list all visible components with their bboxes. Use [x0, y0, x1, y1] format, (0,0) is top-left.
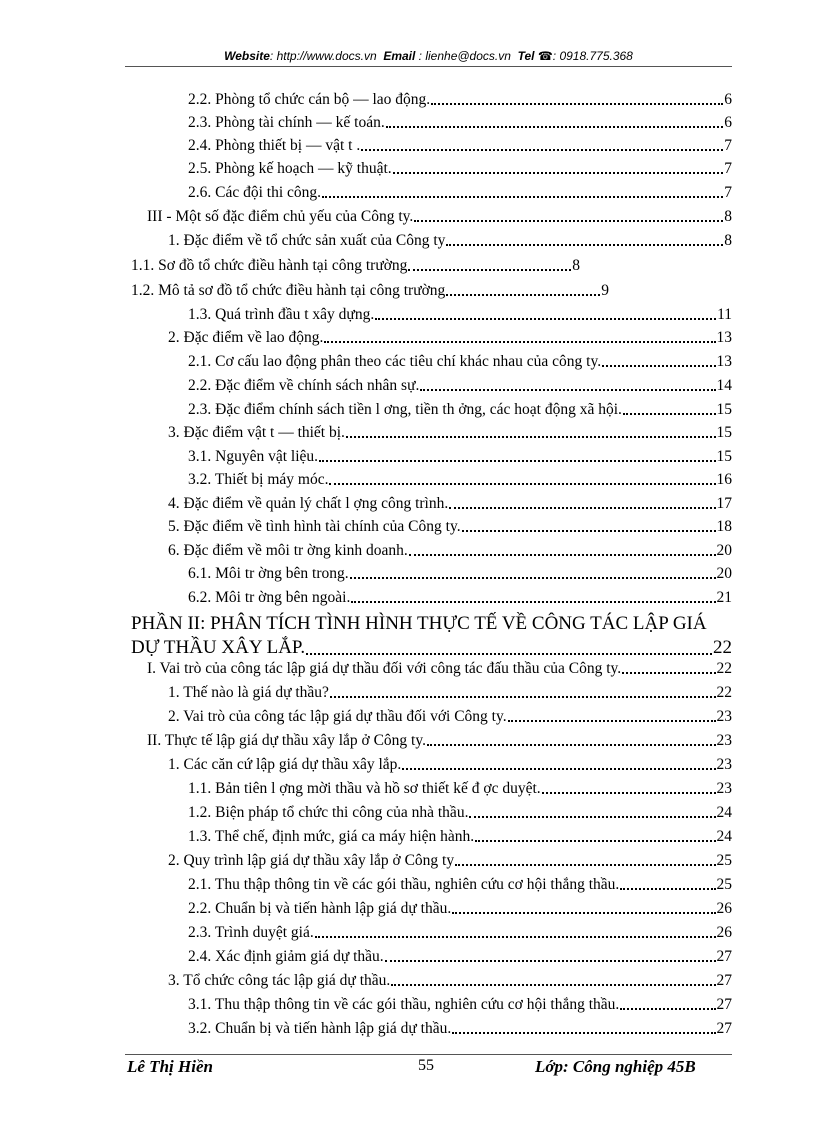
toc-entry[interactable]: 6.2. Môi tr ờng bên ngoài. 21	[188, 589, 732, 606]
toc-entry[interactable]: 2. Đặc điểm về lao động. 13	[168, 329, 732, 346]
toc-entry[interactable]: 6. Đặc điểm về môi tr ờng kinh doanh. 20	[168, 542, 732, 559]
toc-entry[interactable]: 1.1. Bản tiên l ợng mời thầu và hồ sơ thiết kế đ ợc duyệt. 23	[188, 780, 732, 797]
toc-entry[interactable]: 2. Vai trò của công tác lập giá dự thầu đối với Công ty. 23	[168, 708, 732, 725]
phone-icon: ☎	[537, 49, 553, 63]
website-value: : http://www.docs.vn	[269, 49, 377, 63]
header-rule	[125, 66, 732, 67]
footer-rule	[125, 1054, 732, 1055]
toc-entry[interactable]: 3.2. Chuẩn bị và tiến hành lập giá dự thầu. 27	[188, 1020, 732, 1037]
toc-entry[interactable]: III - Một số đặc điểm chủ yếu của Công ty. 8	[147, 208, 732, 225]
footer-page-number: 55	[418, 1057, 434, 1074]
toc-entry[interactable]: 3.1. Nguyên vật liệu. 15	[188, 448, 732, 465]
toc-entry[interactable]: 1.3. Quá trình đầu t xây dựng. 11	[188, 306, 732, 323]
toc-entry[interactable]: 1. Thế nào là giá dự thầu? 22	[168, 684, 732, 701]
toc-entry[interactable]: 2.1. Thu thập thông tin về các gói thầu, nghiên cứu cơ hội thắng thầu. 25	[188, 876, 732, 893]
toc-entry[interactable]: 2.4. Phòng thiết bị — vật t . 7	[188, 137, 732, 154]
toc-entry[interactable]: I. Vai trò của công tác lập giá dự thầu đối với công tác đấu thầu của Công ty. 22	[147, 660, 732, 677]
email-value: : lienhe@docs.vn	[418, 49, 511, 63]
toc-entry[interactable]: 1.3. Thể chế, định mức, giá ca máy hiện hành. 24	[188, 828, 732, 845]
toc-entry[interactable]: 2.1. Cơ cấu lao động phân theo các tiêu chí khác nhau của công ty. 13	[188, 353, 732, 370]
footer-author: Lê Thị Hiền	[127, 1057, 213, 1076]
toc-entry[interactable]: 2. Quy trình lập giá dự thầu xây lắp ở Công ty 25	[168, 852, 732, 869]
toc-entry[interactable]: 2.6. Các đội thi công. 7	[188, 184, 732, 201]
toc-entry[interactable]: DỰ THẦU XÂY LẮP. 22	[131, 637, 732, 658]
toc-entry[interactable]: 3.2. Thiết bị máy móc. 16	[188, 471, 732, 488]
toc-entry[interactable]: 2.4. Xác định giảm giá dự thầu. 27	[188, 948, 732, 965]
toc-entry[interactable]: II. Thực tế lập giá dự thầu xây lắp ở Công ty. 23	[147, 732, 732, 749]
toc-entry[interactable]: 5. Đặc điểm về tình hình tài chính của Công ty. 18	[168, 518, 732, 535]
toc-entry[interactable]: 3. Đặc điểm vật t — thiết bị. 15	[168, 424, 732, 441]
toc-entry[interactable]: 2.2. Đặc điểm về chính sách nhân sự. 14	[188, 377, 732, 394]
toc-entry[interactable]: 2.2. Phòng tổ chức cán bộ — lao động. 6	[188, 91, 732, 108]
page-header	[125, 49, 732, 63]
toc-part-heading[interactable]: PHẦN II: PHÂN TÍCH TÌNH HÌNH THỰC TẾ VỀ CÔNG TÁC LẬP GIÁ	[131, 613, 707, 634]
toc-entry[interactable]: 2.5. Phòng kế hoạch — kỹ thuật. 7	[188, 160, 732, 177]
toc-entry[interactable]: 2.3. Đặc điểm chính sách tiền l ơng, tiền th ởng, các hoạt động xã hội. 15	[188, 401, 732, 418]
footer-class: Lớp: Công nghiệp 45B	[535, 1057, 696, 1076]
email-label: Email	[383, 49, 416, 63]
tel-label: Tel	[517, 49, 535, 63]
toc-entry[interactable]: 1.1. Sơ đồ tổ chức điều hành tại công trường 8	[131, 257, 580, 274]
toc-entry[interactable]: 2.2. Chuẩn bị và tiến hành lập giá dự thầu. 26	[188, 900, 732, 917]
toc-entry[interactable]: 1. Đặc điểm về tổ chức sản xuất của Công ty 8	[168, 232, 732, 249]
toc-entry[interactable]: 1.2. Mô tả sơ đồ tổ chức điều hành tại công trường 9	[131, 282, 609, 299]
toc-entry[interactable]: 1. Các căn cứ lập giá dự thầu xây lắp. 23	[168, 756, 732, 773]
website-label: Website	[224, 49, 270, 63]
toc-entry[interactable]: 3. Tổ chức công tác lập giá dự thầu. 27	[168, 972, 732, 989]
toc-entry[interactable]: 1.2. Biện pháp tổ chức thi công của nhà thầu. 24	[188, 804, 732, 821]
tel-value: : 0918.775.368	[552, 49, 633, 63]
toc-entry[interactable]: 2.3. Trình duyệt giá. 26	[188, 924, 732, 941]
toc-entry[interactable]: 4. Đặc điểm về quản lý chất l ợng công trình. 17	[168, 495, 732, 512]
toc-entry[interactable]: 3.1. Thu thập thông tin về các gói thầu, nghiên cứu cơ hội thắng thầu. 27	[188, 996, 732, 1013]
toc-entry[interactable]: 6.1. Môi tr ờng bên trong. 20	[188, 565, 732, 582]
toc-entry[interactable]: 2.3. Phòng tài chính — kế toán. 6	[188, 114, 732, 131]
